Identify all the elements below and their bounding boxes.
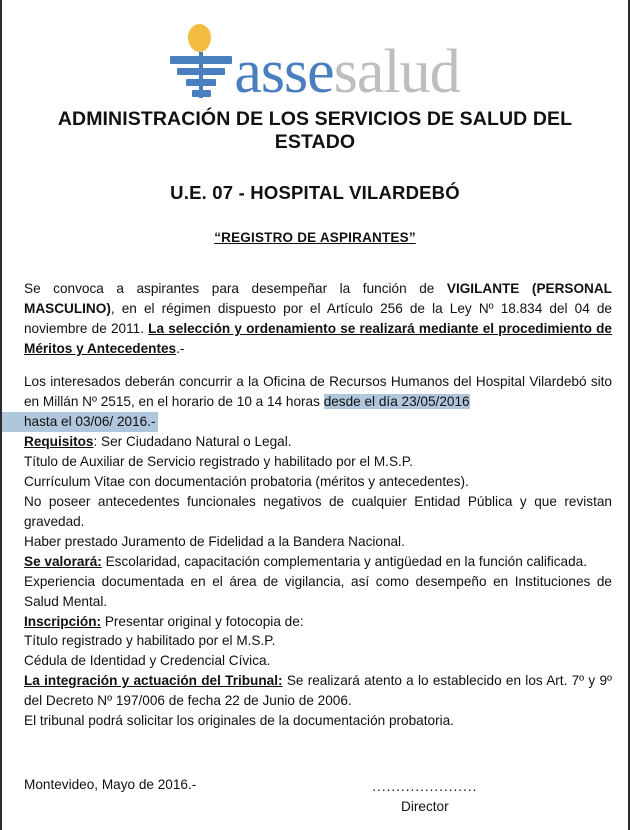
logo-wordmark — [234, 38, 460, 107]
tribunal-text: Se realizará atento a lo establecido en los Art. 7º y 9º del Decreto Nº 197/006 de fecha 22 de Junio de 2006. — [24, 673, 612, 709]
page-subtitle — [2, 230, 628, 245]
organization-title: ADMINISTRACIÓN DE LOS SERVICIOS DE SALUD DEL ESTADO — [57, 108, 573, 153]
logo-bar-4 — [192, 90, 211, 97]
se-valorara-text: Escolaridad, capacitación complementaria y antigüedad en la función calificada. — [101, 553, 587, 569]
asse-sun-bars-logo-icon — [170, 22, 232, 96]
requisitos-label: Requisitos — [24, 433, 94, 449]
paragraph-inscripcion-lugar — [24, 372, 612, 412]
inscripcion-lugar-text: Los interesados deberán concurrir a la Oficina de Recursos Humanos del Hospital Vilardebó sito en Millán Nº 2515, en el horario de 10 a 14 horas — [24, 373, 612, 409]
convocatoria-procedure-underlined: La selección y ordenamiento se realizará mediante el procedimiento de Méritos y Antecedentes — [24, 320, 612, 356]
sun-icon — [188, 24, 211, 52]
document-footer — [24, 777, 612, 816]
line-requisito-antecedentes: No poseer antecedentes funcionales negativos de cualquier Entidad Pública y que revistan gravedad. — [24, 493, 612, 529]
document-body — [24, 279, 612, 731]
inscripcion-label: Inscripción: — [24, 613, 102, 629]
paragraph-fecha-fin — [24, 412, 612, 432]
line-tribunal-originales: El tribunal podrá solicitar los originales de la documentación probatoria. — [24, 713, 454, 729]
logo-bar-3 — [186, 79, 216, 86]
page-subtitle-text: “REGISTRO DE ASPIRANTES” — [214, 230, 416, 245]
convocatoria-text-2: , en el régimen dispuesto por el Artículo 256 de la Ley Nº 18.834 del 04 de noviembre de 2011. — [24, 300, 612, 336]
logo-bar-1 — [170, 56, 232, 64]
requisitos-text: : Ser Ciudadano Natural o Legal. — [93, 433, 292, 449]
paragraph-se-valorara — [24, 552, 612, 572]
tribunal-label: La integración y actuación del Tribunal: — [24, 673, 283, 689]
logo-bar-2 — [177, 68, 225, 75]
line-requisito-juramento: Haber prestado Juramento de Fidelidad a la Bandera Nacional. — [24, 533, 405, 549]
paragraph-convocatoria — [24, 279, 612, 359]
asse-salud-logo — [2, 0, 628, 107]
convocatoria-text-1: Se convoca a aspirantes para desempeñar la función de — [24, 281, 447, 296]
paragraph-experiencia: Experiencia documentada en el área de vigilancia, así como desempeño en Instituciones de Salud Mental. — [24, 573, 612, 609]
line-inscripcion-titulo: Título registrado y habilitado por el M.S.P. — [24, 633, 276, 649]
line-requisitos — [24, 432, 612, 452]
logo-word-asse: asse — [234, 38, 334, 107]
signature-line: ...................... — [372, 779, 478, 795]
line-inscripcion-cedula: Cédula de Identidad y Credencial Cívica. — [24, 653, 271, 669]
paragraph-tribunal — [24, 671, 612, 711]
line-requisito-titulo: Título de Auxiliar de Servicio registrado y habilitado por el M.S.P. — [24, 453, 413, 469]
logo-word-salud: salud — [333, 38, 460, 107]
signature-block — [372, 777, 477, 816]
signature-title: Director — [401, 799, 449, 815]
line-inscripcion — [24, 612, 612, 632]
convocatoria-function-bold: VIGILANTE (PERSONAL MASCULINO) — [24, 281, 612, 316]
line-requisito-cv: Currículum Vitae con documentación probatoria (méritos y antecedentes). — [24, 473, 469, 489]
footer-place-date: Montevideo, Mayo de 2016.- — [24, 777, 197, 793]
inscripcion-text: Presentar original y fotocopia de: — [101, 613, 304, 629]
convocatoria-text-3: .- — [176, 340, 185, 356]
highlight-fecha-inicio: desde el día 23/05/2016 — [323, 393, 470, 409]
highlight-fecha-fin: hasta el 03/06/ 2016.- — [2, 412, 158, 432]
unit-title: U.E. 07 - HOSPITAL VILARDEBÓ — [170, 182, 460, 203]
se-valorara-label: Se valorará: — [24, 553, 102, 569]
